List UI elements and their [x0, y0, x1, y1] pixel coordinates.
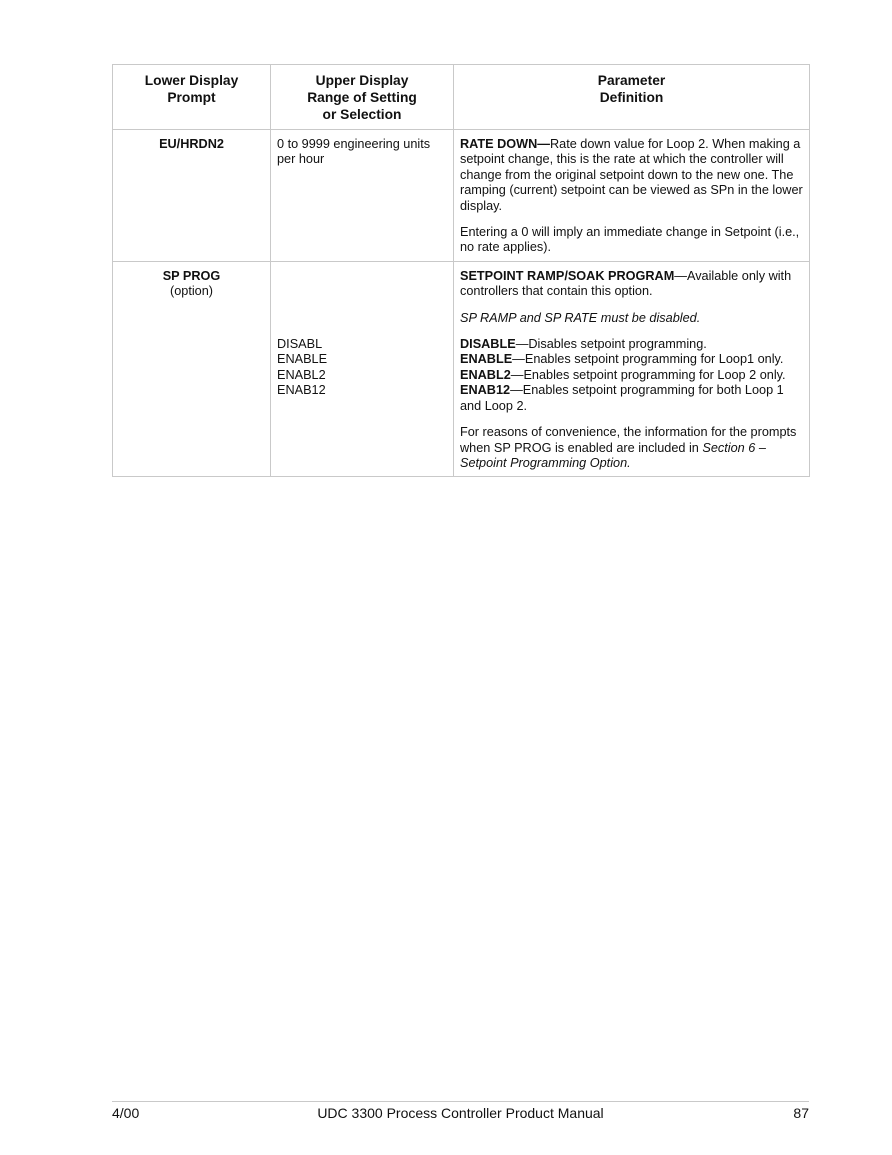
header-lower-display-prompt: Lower Display Prompt	[113, 65, 271, 130]
definition-cell	[454, 130, 810, 262]
definition-text: Entering a 0 will imply an immediate change in Setpoint (i.e., no rate applies).	[460, 225, 800, 255]
definition-term: SETPOINT RAMP/SOAK PROGRAM	[460, 268, 675, 283]
prompt-cell	[113, 130, 271, 262]
header-parameter-definition: Parameter Definition	[454, 65, 810, 130]
prompt-name: EU/HRDN2	[159, 137, 224, 151]
page-number: 87	[793, 1105, 809, 1121]
definition-text: For reasons of convenience, the information for the prompts when SP PROG is enabled are included in	[460, 425, 797, 455]
definition-paragraph	[460, 137, 803, 214]
option-line: ENAB12—Enables setpoint programming for both Loop 1 and Loop 2.	[460, 383, 784, 413]
prompt-name: SP PROG	[162, 268, 221, 283]
option-line: DISABLE—Disables setpoint programming.	[460, 337, 707, 352]
definition-options	[460, 337, 803, 414]
range-option: ENABLE	[277, 352, 328, 367]
range-cell	[271, 130, 454, 262]
definition-cell	[454, 261, 810, 476]
range-cell	[271, 261, 454, 476]
definition-paragraph	[460, 269, 803, 300]
section-reference: Section 6 – Setpoint Programming Option.	[460, 440, 766, 470]
option-line: ENABL2—Enables setpoint programming for Loop 2 only.	[460, 367, 786, 382]
option-line: ENABLE—Enables setpoint programming for Loop1 only.	[460, 352, 784, 367]
range-value: 0 to 9999 engineering units	[277, 137, 431, 151]
footer-title: UDC 3300 Process Controller Product Manual	[317, 1105, 604, 1121]
footer-date: 4/00	[112, 1105, 140, 1121]
page-footer	[112, 1104, 809, 1122]
prompt-cell	[113, 261, 271, 476]
table-row	[113, 261, 810, 476]
range-value: per hour	[277, 152, 325, 167]
prompt-note: (option)	[169, 284, 214, 299]
range-option: DISABL	[277, 336, 323, 351]
header-upper-display-range: Upper Display Range of Setting or Selection	[271, 65, 454, 130]
table-header-row	[113, 65, 810, 130]
definition-paragraph	[460, 225, 803, 256]
parameter-table	[112, 64, 810, 477]
range-option: ENABL2	[277, 367, 326, 382]
definition-note: SP RAMP and SP RATE must be disabled.	[460, 310, 701, 325]
definition-text: Rate down value for Loop 2. When making a setpoint change, this is the rate at which the controller will change from the original setpoint down to the new one. The ramping (current) setpoint can be viewed as SPn in the lower display.	[460, 137, 803, 213]
definition-term: RATE DOWN—	[460, 137, 550, 151]
range-option: ENAB12	[277, 383, 326, 398]
footer-divider	[112, 1101, 809, 1102]
definition-text: —Available only with controllers that contain this option.	[460, 268, 792, 299]
table-row	[113, 130, 810, 262]
definition-paragraph	[460, 425, 803, 471]
